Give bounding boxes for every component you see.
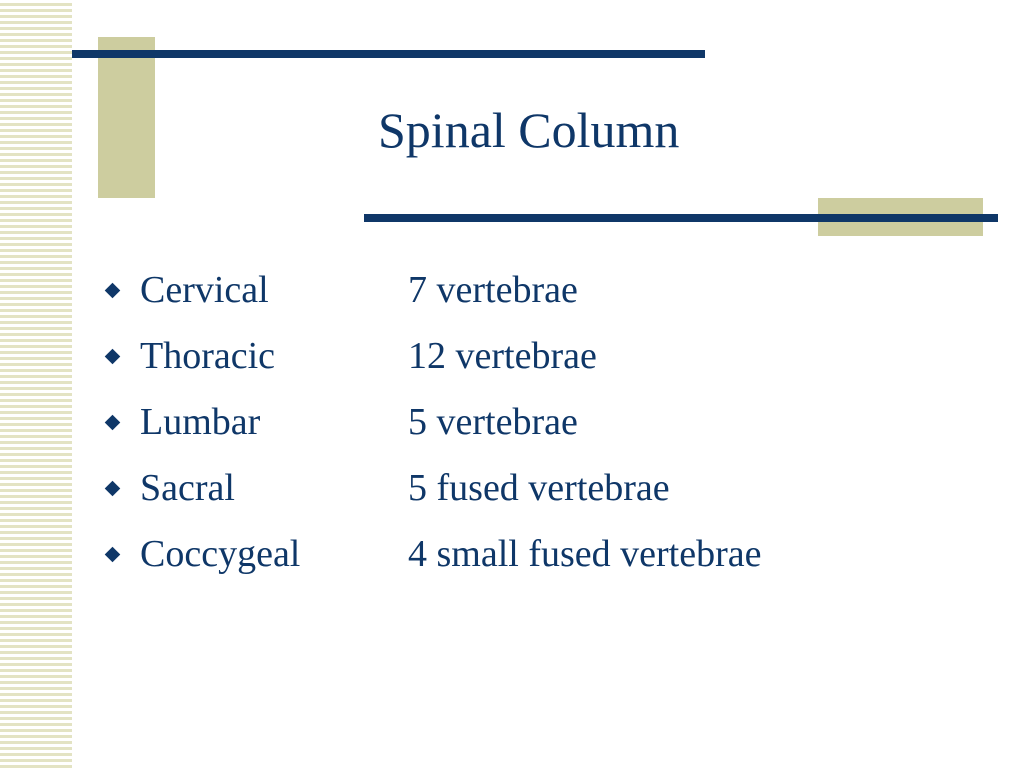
list-item (104, 257, 1004, 323)
title-rule-top (72, 50, 705, 58)
vertebrae-count: 4 small fused vertebrae (408, 533, 762, 575)
region-name: Lumbar (140, 401, 261, 443)
diamond-bullet-icon (104, 346, 120, 366)
vertebrae-count: 5 fused vertebrae (408, 467, 670, 509)
region-name: Thoracic (140, 335, 276, 377)
decorative-tan-block-left (98, 37, 155, 198)
region-name: Sacral (140, 467, 235, 509)
list-item (104, 389, 1004, 455)
slide-title: Spinal Column (378, 102, 680, 158)
diamond-bullet-icon (104, 412, 120, 432)
list-item (104, 323, 1004, 389)
vertebrae-count: 12 vertebrae (408, 335, 597, 377)
bullet-list (104, 257, 1004, 587)
diamond-bullet-icon (104, 478, 120, 498)
diamond-bullet-icon (104, 544, 120, 564)
title-rule-bottom (364, 214, 998, 222)
list-item (104, 521, 1004, 587)
region-name: Cervical (140, 269, 269, 311)
striped-margin (0, 0, 72, 768)
vertebrae-count: 5 vertebrae (408, 401, 578, 443)
vertebrae-count: 7 vertebrae (408, 269, 578, 311)
region-name: Coccygeal (140, 533, 301, 575)
diamond-bullet-icon (104, 280, 120, 300)
list-item (104, 455, 1004, 521)
